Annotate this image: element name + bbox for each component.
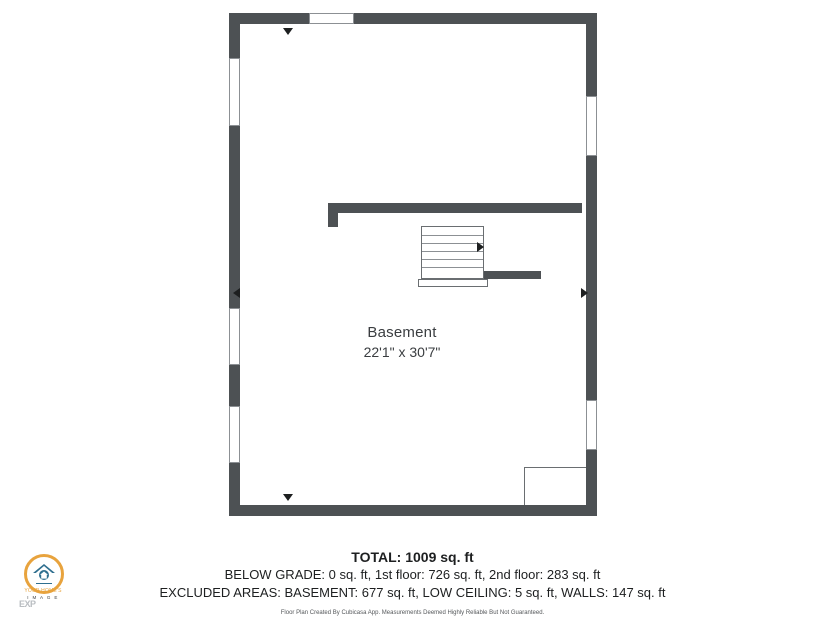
house-icon: [32, 563, 56, 585]
interior-wall-horizontal: [328, 203, 582, 213]
floor-interior-fill: [240, 24, 586, 505]
window-left-upper: [229, 58, 240, 126]
window-right-upper: [586, 96, 597, 156]
stair-direction-arrow-icon: [477, 242, 484, 252]
window-left-lower: [229, 406, 240, 463]
logo-text-primary: YOUR HOME'S: [24, 588, 62, 594]
interior-wall-stub: [328, 203, 338, 227]
dimension-arrow-right-icon: [581, 288, 588, 298]
area-summary: [0, 548, 825, 618]
dimension-arrow-top-icon: [283, 28, 293, 35]
stair-landing: [418, 279, 488, 287]
total-area-text: TOTAL: 1009 sq. ft: [351, 549, 474, 565]
below-grade-text: BELOW GRADE: 0 sq. ft, 1st floor: 726 sq. ft, 2nd floor: 283 sq. ft: [224, 567, 601, 582]
basement-floor-plan: [229, 13, 597, 516]
staircase: [421, 226, 484, 279]
disclaimer-text: Floor Plan Created By Cubicasa App. Measurements Deemed Highly Reliable But Not Guaranteed.: [280, 610, 545, 616]
dimension-arrow-left-icon: [233, 288, 240, 298]
interior-wall-lower: [481, 271, 541, 279]
exterior-wall-bottom: [229, 505, 597, 516]
room-label: [229, 323, 575, 362]
window-top: [309, 13, 354, 24]
utility-closet: [524, 467, 586, 505]
logo-text-secondary: I M A G E: [27, 595, 59, 600]
dimension-arrow-bottom-icon: [283, 494, 293, 501]
brand-logo: [16, 554, 70, 609]
logo-badge-exp: EXP: [19, 599, 36, 609]
room-dimensions: 22'1" x 30'7": [363, 344, 441, 360]
room-name: Basement: [367, 324, 437, 341]
window-right-lower: [586, 400, 597, 450]
excluded-areas-text: EXCLUDED AREAS: BASEMENT: 677 sq. ft, LOW CEILING: 5 sq. ft, WALLS: 147 sq. ft: [159, 585, 666, 600]
exterior-wall-top: [229, 13, 597, 24]
